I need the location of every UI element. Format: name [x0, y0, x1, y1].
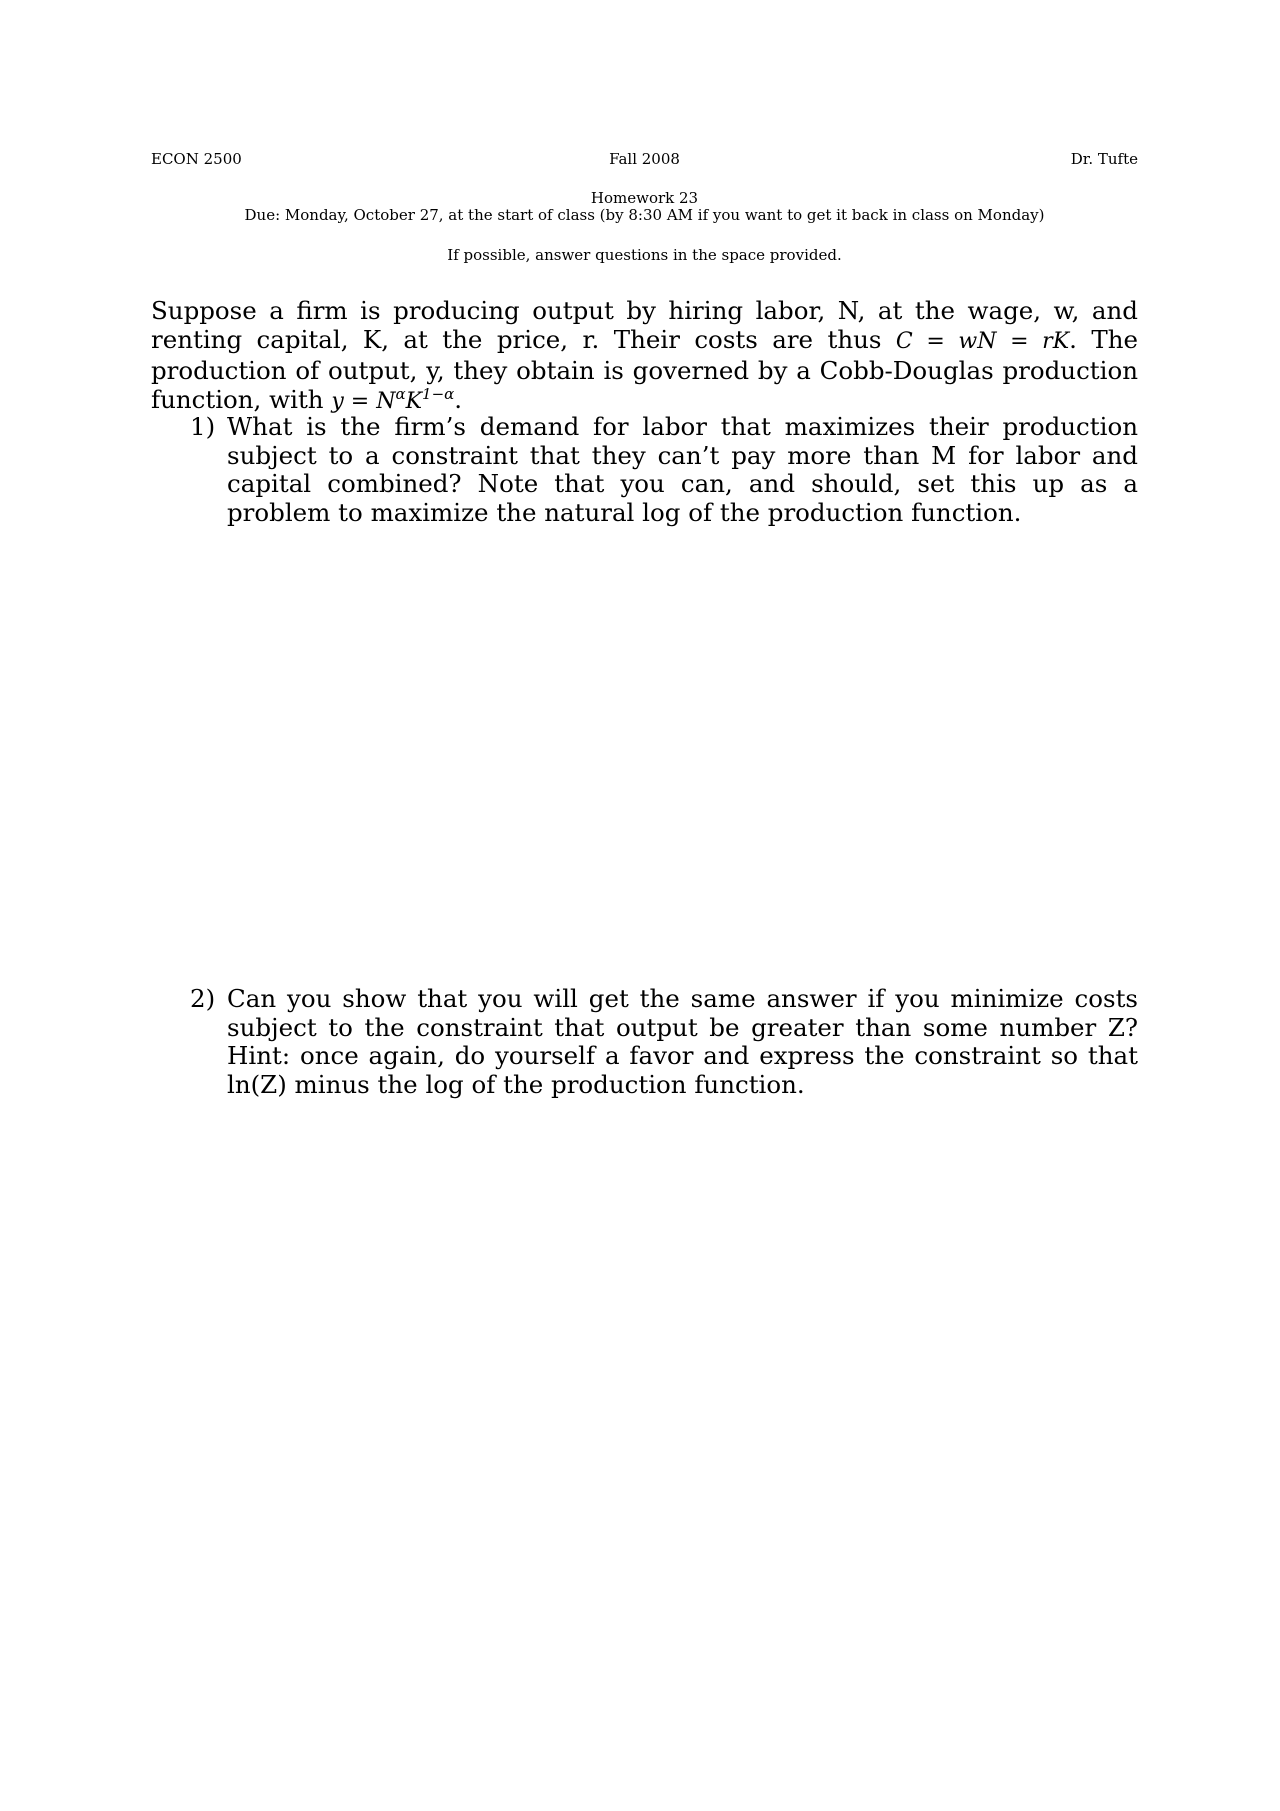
intro-text-2: . The production of output, y, they obtain is governed by a Cobb-Douglas production function, with	[151, 325, 1138, 414]
title-block	[151, 190, 1138, 224]
course-code: ECON 2500	[151, 150, 242, 168]
production-function	[331, 385, 455, 414]
intro-text-1: Suppose a firm is producing output by hiring labor, N, at the wage, w, and renting capital, K, at the price, r. Their costs are thus	[151, 296, 1138, 354]
cost-equation: C = wN = rK	[895, 329, 1070, 354]
due-date: Due: Monday, October 27, at the start of class (by 8:30 AM if you want to get it back in class on Monday)	[244, 206, 1045, 224]
question-text: Can you show that you will get the same answer if you minimize costs subject to the constraint that output be greater than some number Z? Hint: once again, do yourself a favor and express the constraint so that ln(Z) minus the log of the production function.	[227, 984, 1138, 1099]
capital-exponent: 1−α	[422, 385, 455, 403]
production-capital: K	[405, 389, 423, 414]
question-text: What is the firm’s demand for labor that maximizes their production subject to a constraint that they can’t pay more than M for labor and capital combined? Note that you can, and should, set this up as a problem to maximize the natural log of the production function.	[227, 412, 1138, 527]
labor-exponent: α	[395, 385, 406, 403]
assignment-title: Homework 23	[590, 189, 699, 207]
intro-paragraph	[151, 296, 1138, 416]
production-base: y = N	[331, 389, 396, 414]
page-header	[151, 150, 1138, 172]
question-number: 1)	[190, 412, 216, 441]
term: Fall 2008	[609, 150, 680, 168]
instructor: Dr. Tufte	[1070, 150, 1138, 168]
question-number: 2)	[190, 984, 216, 1013]
intro-text-3: .	[454, 385, 463, 414]
instructions-note: If possible, answer questions in the space provided.	[447, 246, 842, 264]
